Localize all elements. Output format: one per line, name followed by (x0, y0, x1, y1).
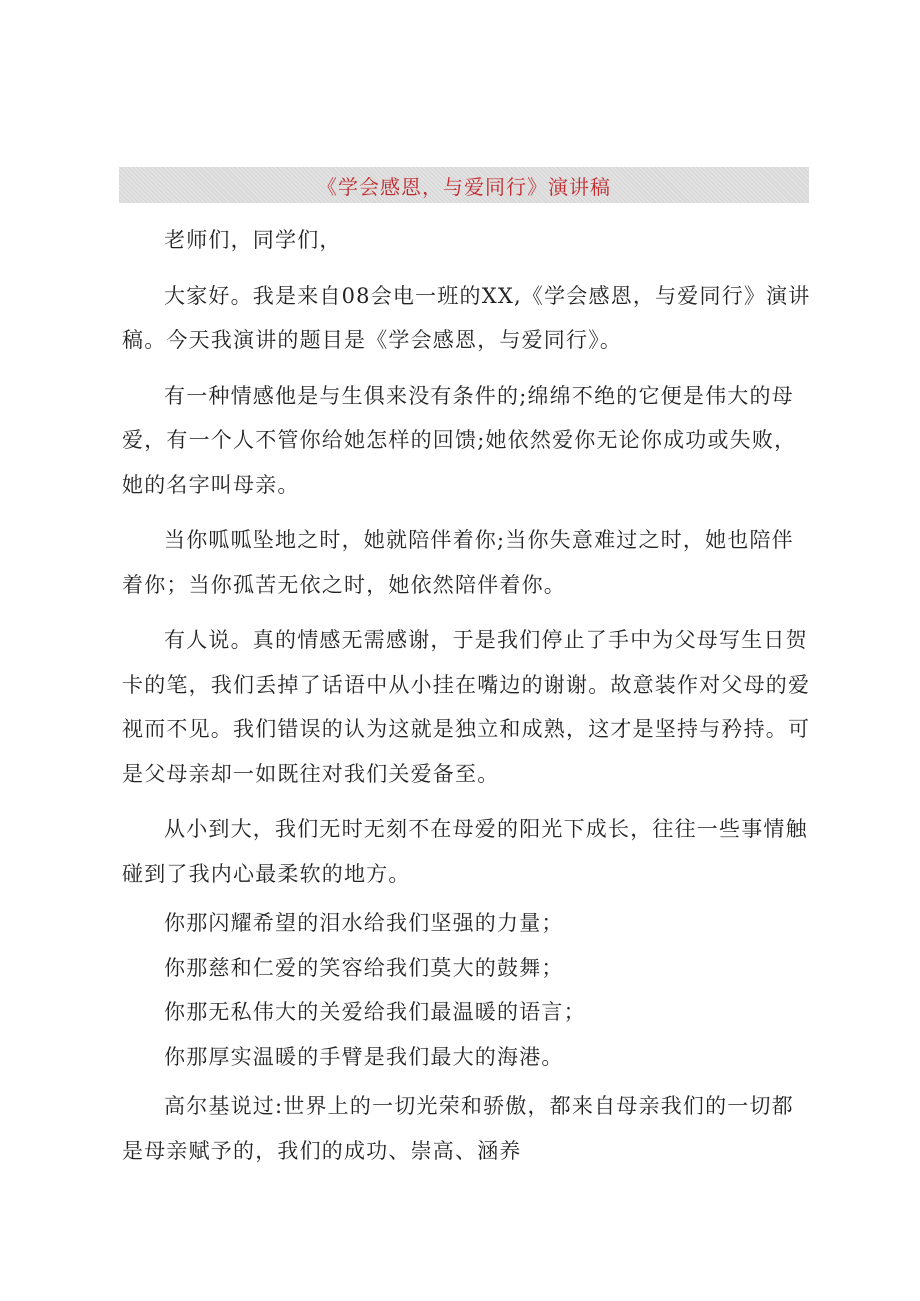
paragraph-mother-love: 有一种情感他是与生俱来没有条件的;绵绵不绝的它便是伟大的母爱，有一个人不管你给她怎样的回馈;她依然爱你无论你成功或失败，她的名字叫母亲。 (122, 383, 797, 497)
document-title: 《学会感恩，与爱同行》演讲稿 (317, 174, 611, 199)
paragraph-growing-up: 从小到大，我们无时无刻不在母爱的阳光下成长，往往一些事情触碰到了我内心最柔软的地方。 (122, 817, 808, 886)
paragraph-gorky: 高尔基说过:世界上的一切光荣和骄傲，都来自母亲我们的一切都是母亲赋予的，我们的成功、崇高、涵养 (122, 1094, 794, 1163)
paragraph-companion: 当你呱呱坠地之时，她就陪伴着你;当你失意难过之时，她也陪伴着你；当你孤苦无依之时，她依然陪伴着你。 (122, 528, 794, 597)
paragraph-care: 你那无私伟大的关爱给我们最温暖的语言； (164, 1000, 586, 1024)
paragraph-intro: 大家好。我是来自08会电一班的XX,《学会感恩，与爱同行》演讲稿。今天我演讲的题目是《学会感恩，与爱同行》。 (122, 283, 811, 352)
paragraph-gratitude: 有人说。真的情感无需感谢，于是我们停止了手中为父母写生日贺卡的笔，我们丢掉了话语中从小挂在嘴边的谢谢。故意装作对父母的爱视而不见。我们错误的认为这就是独立和成熟，这才是坚持与矜持。可是父母亲却一如既往对我们关爱备至。 (122, 628, 811, 786)
paragraph-greeting: 老师们，同学们， (164, 228, 342, 252)
paragraph-smile: 你那慈和仁爱的笑容给我们莫大的鼓舞； (164, 955, 564, 980)
title-banner (119, 167, 809, 203)
document-body (122, 218, 812, 1173)
paragraph-arms: 你那厚实温暖的手臂是我们最大的海港。 (164, 1044, 564, 1069)
paragraph-tears: 你那闪耀希望的泪水给我们坚强的力量； (164, 911, 564, 935)
